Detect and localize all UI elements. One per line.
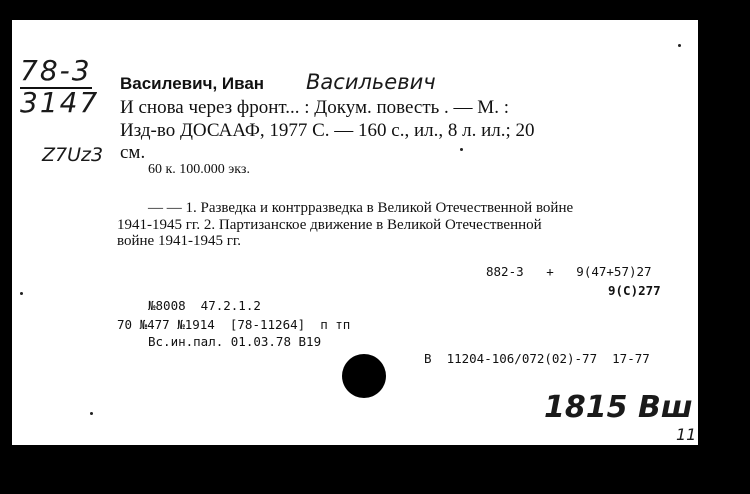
author-patronymic-handwritten: Васильевич: [306, 70, 436, 94]
shelfmark-top: 78-3: [20, 54, 92, 87]
author-name: Василевич, Иван: [120, 74, 265, 93]
speck: [90, 412, 93, 415]
subject-line-2: 1941-1945 гг. 2. Партизанское движение в Великой Отечественной: [117, 217, 542, 233]
title-line: И снова через фронт... : Докум. повесть . — М. :: [120, 97, 509, 118]
punch-hole: [342, 354, 386, 398]
speck: [460, 148, 463, 151]
classification-code-2: 9(С)277: [608, 283, 661, 298]
margin-note: Z7Uz3: [42, 144, 104, 166]
corner-mark: 11: [676, 425, 697, 444]
record-line-3: Вс.ин.пал. 01.03.78 В19: [148, 334, 322, 349]
price-line: 60 к. 100.000 экз.: [148, 162, 250, 177]
shelfmark-bottom: 3147: [20, 86, 100, 119]
speck: [678, 44, 681, 47]
catalog-card: [12, 20, 698, 445]
classification-code-1: 882-3 + 9(47+57)27: [486, 264, 652, 279]
speck: [20, 292, 23, 295]
size-line: см.: [120, 142, 146, 163]
publisher-line: Изд-во ДОСААФ, 1977 С. — 160 с., ил., 8 л. ил.; 20: [120, 120, 535, 141]
subject-line-3: войне 1941-1945 гг.: [117, 233, 242, 249]
catalog-number: В 11204-106/072(02)-77 17-77: [424, 351, 650, 366]
subject-line-1: — — 1. Разведка и контрразведка в Великой Отечественной войне: [148, 200, 574, 216]
record-line-1: №8008 47.2.1.2: [148, 298, 261, 313]
record-line-2: 70 №477 №1914 [78-11264] п тп: [117, 317, 351, 332]
signature: 1815 Вш: [544, 390, 693, 425]
